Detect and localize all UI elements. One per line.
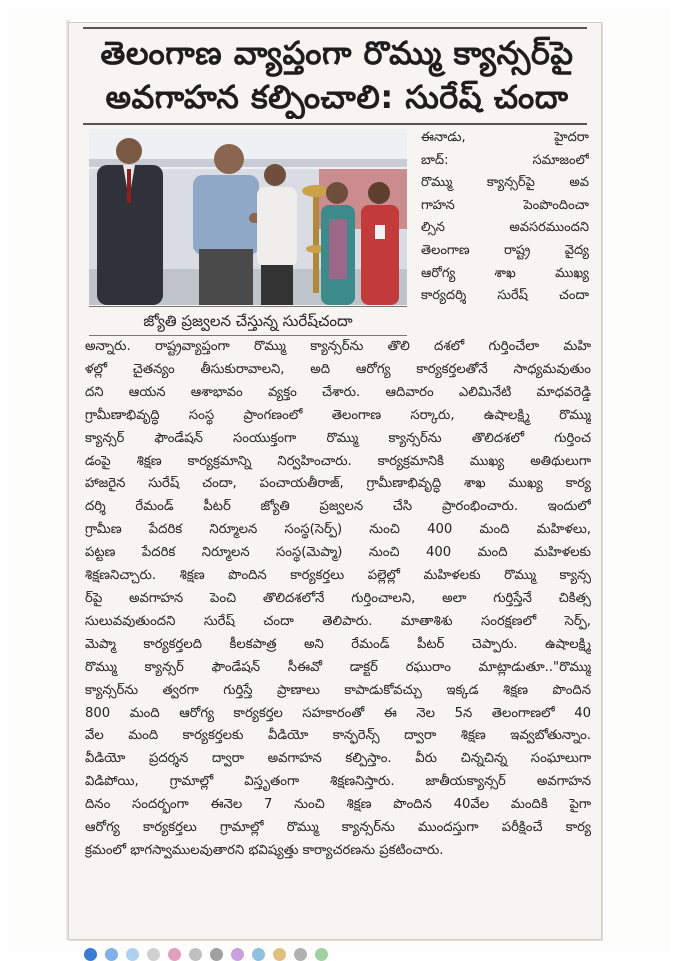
body-line: మెప్మా కార్యకర్తలది కీలకపాత్ర అని రేమండ్ పీటర్ చెప్పారు. ఉషాలక్ష్మి [85,636,591,652]
body-line: పట్టణ పేదరిక నిర్మూలన సంస్థ(మెప్మా) నుంచి 400 మంది మహిళలకు [85,545,591,561]
headline [85,31,589,119]
body-line: 800 మంది ఆరోగ్య కార్యకర్తల సహకారంతో ఈ నెల 5న తెలంగాణలో 40 [85,705,591,721]
body-line: శిక్షణనిచ్చారు. శిక్షణ పొందిన కార్యకర్తలు పల్లెల్లో మహిళలకు రొమ్ము క్యాన్స [85,568,591,584]
side-column-line: గాహన పెంపొందించా [421,197,589,213]
body-line: హాజరైన సురేష్ చందా, పంచాయతీరాజ్, గ్రామీణాభివృద్ధి శాఖ ముఖ్య కార్య [85,476,591,492]
side-column-line: తెలంగాణ రాష్ట్ర వైద్య [421,242,589,258]
color-dot [168,948,181,961]
color-dot [210,948,223,961]
color-dot [84,948,97,961]
body-line: గ్రామీణాభివృద్ధి సంస్థ ప్రాంగణంలో తెలంగాణ సర్కారు, ఉషాలక్ష్మి రొమ్ము [85,407,591,423]
body-line: దని ఆయన ఆశాభావం వ్యక్తం చేశారు. ఆదివారం ఎలిమినేటి మాధవరెడ్డి [85,384,591,400]
headline-line-2: అవగాహన కల్పించాలి: సురేష్ చందా [105,78,569,116]
side-column-line: రొమ్ము క్యాన్సర్‌పై అవ [421,175,589,191]
newspaper-photo-icon [89,129,407,305]
body-line: డంపై శిక్షణ కార్యక్రమాన్ని నిర్వహించారు. కార్యక్రమానికి ముఖ్య అతిథులుగా [85,453,591,469]
body-line: వేల మంది కార్యకర్తలకు వీడియో కాన్ఫరెన్స్ ద్వారా శిక్షణ ఇవ్వబోతున్నాం. [85,728,591,744]
body-line: క్యాన్సర్‌ను త్వరగా గుర్తిస్తే ప్రాణాలు కాపాడుకోవచ్చు ఇక్కడ శిక్షణ పొందిన [85,682,591,698]
body-line: రొమ్ము క్యాన్సర్ ఫౌండేషన్ సీఈవో డాక్టర్ రఘురాం మాట్లాడుతూ.."రొమ్ము [85,659,591,675]
body-line: ళల్లో చైతన్యం తీసుకురావాలని, అది ఆరోగ్య కార్యకర్తలతోనే సాధ్యమవుతుం [85,361,591,377]
side-column-line: బాద్: సమాజంలో [421,152,589,168]
headline-line-1: తెలంగాణ వ్యాప్తంగా రొమ్ము క్యాన్సర్‌పై [100,34,574,72]
color-dot [189,948,202,961]
color-dot [294,948,307,961]
body-line: గ్రామీణ పేదరిక నిర్మూలన సంస్థ(సెర్ప్) నుంచి 400 మంది మహిళలు, [85,522,591,538]
side-column-line: ఈనాడు, హైదరా [421,130,589,145]
body-line: ర్‌పై అవగాహన పెంచి తొలిదశలోనే గుర్తించాలని, అలా గుర్తిస్తేనే చికిత్స [85,590,591,606]
headline-bottom-rule [83,123,587,125]
event-photo [89,129,407,305]
photo-caption: జ్యోతి ప్రజ్వలన చేస్తున్న సురేష్‌చందా [89,306,407,336]
article-body [85,336,591,863]
body-line: విడిపోయి, గ్రామాల్లో విస్తృతంగా శిక్షణనిస్తారు. జాతీయక్యాన్సర్ అవగాహన [85,774,591,790]
color-dot [273,948,286,961]
side-column [421,127,589,308]
newspaper-clipping [68,22,602,940]
color-dot [126,948,139,961]
body-line: క్రమంలో భాగస్వాములవుతారని భవిష్యత్తు కార్యాచరణను ప్రకటించారు. [85,842,444,858]
color-dot [231,948,244,961]
body-line: సులువవుతుందని సురేష్ చందా తెలిపారు. మాతాశిశు సంరక్షణలో సెర్ప్, [85,613,591,629]
body-line: క్యాన్సర్ ఫౌండేషన్ సంయుక్తంగా రొమ్ము క్యాన్సర్‌ను తొలిదశలో గుర్తించ [85,430,591,446]
side-column-line: కార్యదర్శి సురేష్ చందా [421,288,589,304]
body-line: వీడియో ప్రదర్శన ద్వారా అవగాహన కల్పిస్తాం. వీరు చిన్నచిన్న సంఘాలుగా [85,751,591,767]
body-line: దర్శి రేమండ్ పీటర్ జ్యోతి ప్రజ్వలన చేసి ప్రారంభించారు. ఇందులో [85,499,591,515]
color-dot [315,948,328,961]
side-column-line: ల్సిన అవసరముందని [421,220,589,236]
color-dot-row [84,948,328,961]
body-line: ఆరోగ్య కార్యకర్తలు గ్రామాల్లో రొమ్ము క్యాన్సర్‌ను ముందస్తుగా పరీక్షించే కార్య [85,820,591,836]
headline-top-rule [83,27,587,29]
color-dot [105,948,118,961]
body-line: దినం సందర్భంగా ఈనెల 7 నుంచి శిక్షణ పొందిన 40వేల మందికి పైగా [85,797,591,813]
side-column-line: ఆరోగ్య శాఖ ముఖ్య [421,265,589,281]
body-line: అన్నారు. రాష్ట్రవ్యాప్తంగా రొమ్ము క్యాన్సర్‌ను తొలి దశలో గుర్తించేలా మహి [85,339,591,354]
scanned-page [8,8,671,952]
color-dot [252,948,265,961]
color-dot [147,948,160,961]
